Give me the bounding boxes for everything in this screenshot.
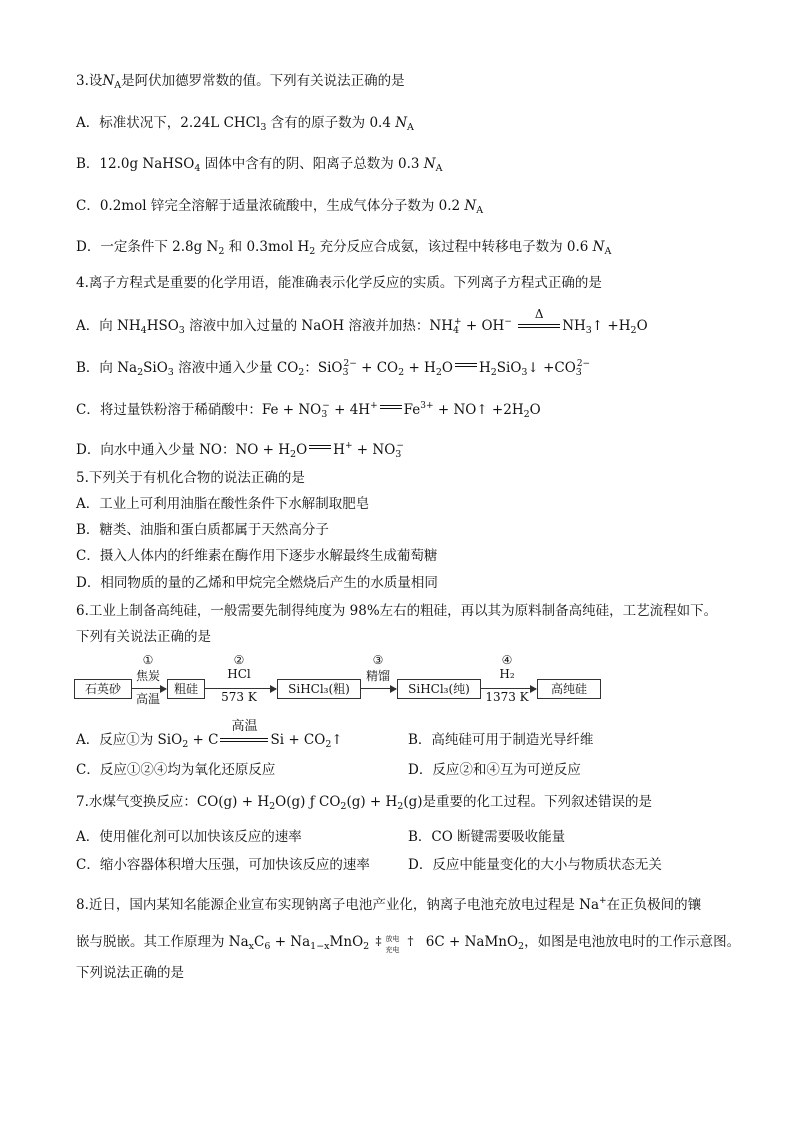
flow-arrow bbox=[480, 688, 536, 689]
step-number: ① bbox=[142, 653, 154, 667]
step-condition-top: HCl bbox=[227, 667, 251, 681]
flow-box-quartz-sand: 石英砂 bbox=[74, 679, 132, 699]
step-condition-bottom: 573 K bbox=[221, 690, 257, 704]
q6-stem-line2: 下列有关说法正确的是 bbox=[76, 629, 211, 645]
equals-with-heat: Δ bbox=[516, 318, 562, 332]
process-flow-diagram bbox=[74, 653, 614, 706]
q5-option-c: C．摄入人体内的纤维素在酶作用下逐步水解最终生成葡萄糖 bbox=[76, 548, 438, 564]
step-number: ② bbox=[233, 653, 245, 667]
q5-option-b: B．糖类、油脂和蛋白质都属于天然高分子 bbox=[76, 522, 329, 538]
q6-stem-line1: 6.工业上制备高纯硅，一般需要先制得纯度为 98%左右的粗硅，再以其为原料制备高纯硅，工艺流程如下。 bbox=[76, 603, 718, 619]
q5-option-a: A．工业上可利用油脂在酸性条件下水解制取肥皂 bbox=[76, 496, 370, 512]
flow-arrow bbox=[360, 688, 396, 689]
flow-arrow bbox=[131, 688, 166, 689]
q7-stem: 7.水煤气变换反应：$CO(g) + H_2O(g)$ ƒ $CO_2(g) + H_2(g)$是重要的化工过程。下列叙述错误的是 bbox=[76, 794, 653, 812]
q3-stem: 3.设$N_A$是阿伏加德罗常数的值。下列有关说法正确的是 bbox=[76, 73, 405, 91]
q7-option-a: A．使用催化剂可以加快该反应的速率 bbox=[76, 829, 302, 845]
step-condition-bottom: 高温 bbox=[135, 692, 160, 706]
q4-option-c: C．将过量铁粉溶于稀硝酸中：$Fe + NO_3^- + 4H^+$ $Fe^{3+}$ + NO↑ $+2H_2O$ bbox=[76, 401, 541, 420]
q4-option-b: B．向 $Na_2SiO_3$ 溶液中通入少量 $CO_2$：$SiO_3^{2-} + CO_2 + H_2O$ $H_2SiO_3↓ +CO_3^{2-}$ bbox=[76, 359, 591, 378]
flow-box-pure-si: 高纯硅 bbox=[537, 679, 601, 699]
q4-stem: 4.离子方程式是重要的化学用语，能准确表示化学反应的实质。下列离子方程式正确的是 bbox=[76, 275, 602, 291]
q3-option-c: C．0.2mol 锌完全溶解于适量浓硫酸中，生成气体分子数为 0.2 $N_A$ bbox=[76, 198, 484, 216]
q6-option-a: A．反应①为 SiO$_2$ + C 高温 $Si + CO_2↑$ bbox=[76, 719, 343, 750]
q3-option-d: D．一定条件下 2.8g $N_2$ 和 0.3mol $H_2$ 充分反应合成氨，该过程中转移电子数为 0.6 $N_A$ bbox=[76, 239, 612, 257]
q4-option-a: A．向 $NH_4HSO_3$ 溶液中加入过量的 NaOH 溶液并加热：$NH_4^+ + OH^-$ Δ $NH_3↑ +H_2O$ bbox=[76, 307, 648, 336]
step-number: ③ bbox=[372, 653, 384, 667]
step-condition-bottom: 1373 K bbox=[485, 690, 529, 704]
step-condition-top: 焦炭 bbox=[135, 669, 160, 683]
q8-stem-line1: 8.近日，国内某知名能源企业宣布实现钠离子电池产业化，钠离子电池充放电过程是 Na+在正负极间的镶 bbox=[76, 896, 702, 913]
flow-box-sihcl3-pure: SiHCl₃(纯) bbox=[397, 679, 481, 699]
q6-option-c: C．反应①②④均为氧化还原反应 bbox=[76, 762, 276, 778]
equals-sign bbox=[453, 361, 479, 371]
q8-stem-line3: 下列说法正确的是 bbox=[76, 965, 184, 981]
equals-high-temp: 高温 bbox=[218, 732, 270, 746]
step-number: ④ bbox=[501, 653, 513, 667]
q3-option-b: B．12.0g NaHSO$_4$ 固体中含有的阴、阳离子总数为 0.3 $N_A$ bbox=[76, 156, 443, 174]
step-condition-top: 精馏 bbox=[365, 669, 390, 683]
q5-option-d: D．相同物质的量的乙烯和甲烷完全燃烧后产生的水质量相同 bbox=[76, 575, 438, 591]
q3-option-a: A．标准状况下，2.24L CHCl$_3$ 含有的原子数为 0.4 $N_A$ bbox=[76, 115, 414, 133]
flow-arrow bbox=[204, 688, 276, 689]
q7-option-d: D．反应中能量变化的大小与物质状态无关 bbox=[408, 857, 662, 873]
q7-option-b: B．CO 断键需要吸收能量 bbox=[408, 829, 566, 845]
q5-stem: 5.下列关于有机化合物的说法正确的是 bbox=[76, 470, 305, 486]
q8-stem-line2: 嵌与脱嵌。其工作原理为 $Na_xC_6 + Na_{1-x}MnO_2$ ‡ 放电 充电 † 6C + NaMnO$_2$，如图是电池放电时的工作示意图。 bbox=[76, 934, 741, 954]
flow-box-crude-si: 粗硅 bbox=[167, 679, 205, 699]
flow-box-sihcl3-crude: SiHCl₃(粗) bbox=[277, 679, 361, 699]
q6-option-d: D．反应②和④互为可逆反应 bbox=[408, 762, 581, 778]
equals-sign bbox=[307, 443, 333, 453]
reversible-arrow: ‡ 放电 充电 † bbox=[375, 934, 414, 954]
equals-sign bbox=[378, 403, 404, 413]
q6-option-b: B．高纯硅可用于制造光导纤维 bbox=[408, 732, 594, 748]
step-condition-top: H₂ bbox=[499, 667, 515, 681]
q7-option-c: C．缩小容器体积增大压强，可加快该反应的速率 bbox=[76, 857, 370, 873]
q4-option-d: D．向水中通入少量 NO：NO + $H_2O$ $H^+ + NO_3^-$ bbox=[76, 441, 404, 460]
